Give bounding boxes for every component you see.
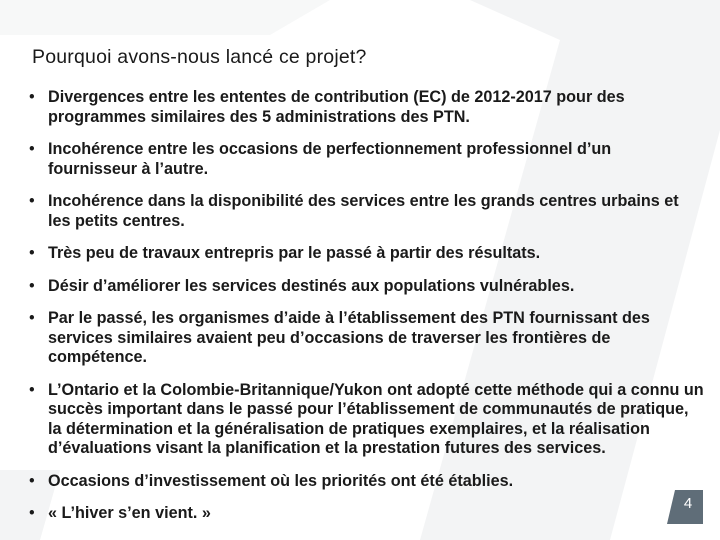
bullet-text: Incohérence dans la disponibilité des services entre les grands centres urbains et les petits centres. <box>48 192 679 230</box>
slide-title: Pourquoi avons-nous lancé ce projet? <box>32 46 367 68</box>
bullet-item <box>28 381 704 459</box>
bullet-item <box>28 192 704 231</box>
bullet-marker: • <box>29 504 35 522</box>
bullet-marker: • <box>29 380 35 399</box>
bullet-item <box>28 472 704 492</box>
bullet-item <box>28 244 704 264</box>
bullet-item <box>28 309 704 368</box>
bullet-text: Incohérence entre les occasions de perfectionnement professionnel d’un fournisseur à l’autre. <box>48 140 612 178</box>
bullet-text: Divergences entre les ententes de contribution (EC) de 2012-2017 pour des programmes similaires des 5 administrations des PTN. <box>48 88 625 126</box>
bullet-text: Occasions d’investissement où les priorités ont été établies. <box>48 471 514 490</box>
bullet-item <box>28 504 704 524</box>
bullet-marker: • <box>29 276 35 295</box>
bullet-marker: • <box>29 309 35 327</box>
bullet-marker: • <box>29 244 35 262</box>
bullet-marker: • <box>29 140 35 158</box>
page-number-badge <box>667 488 703 524</box>
bullet-marker: • <box>29 192 35 210</box>
bullet-text: « L’hiver s’en vient. » <box>48 504 211 522</box>
bullet-text: L’Ontario et la Colombie-Britannique/Yukon ont adopté cette méthode qui a connu un succès important dans le passé pour l’établissement de communautés de pratique, la détermination et la généralisation de pratiques exemplaires, et la réalisation d’évaluations visant la planification et la prestation futures des services. <box>48 380 704 457</box>
bullet-marker: • <box>29 471 35 490</box>
page-number: 4 <box>683 494 693 512</box>
bullet-text: Désir d’améliorer les services destinés aux populations vulnérables. <box>48 276 575 295</box>
bullet-marker: • <box>29 88 35 106</box>
bullet-list <box>28 88 704 537</box>
bullet-text: Par le passé, les organismes d’aide à l’établissement des PTN fournissant des services similaires avaient peu d’occasions de traverser les frontières de compétence. <box>48 309 650 366</box>
bullet-text: Très peu de travaux entrepris par le passé à partir des résultats. <box>48 244 541 262</box>
bullet-item <box>28 277 704 297</box>
bullet-item <box>28 88 704 127</box>
bullet-item <box>28 140 704 179</box>
